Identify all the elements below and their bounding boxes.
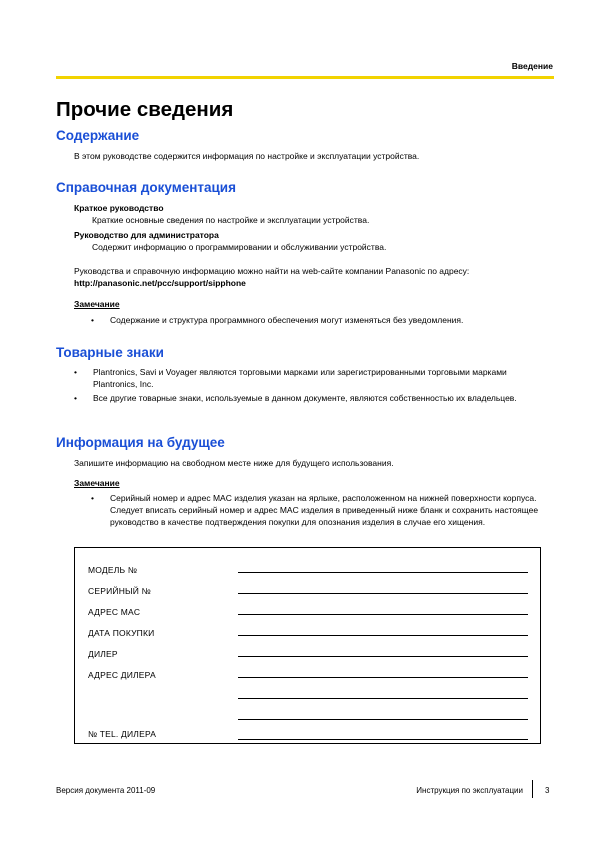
form-label-dealer-address: АДРЕС ДИЛЕРА bbox=[88, 670, 156, 680]
reference-heading: Справочная документация bbox=[56, 180, 236, 195]
form-line-mac[interactable] bbox=[238, 614, 528, 615]
bullet-icon: • bbox=[74, 367, 77, 377]
trademark-text: Все другие товарные знаки, используемые в данном документе, являются собственностью их владельцев. bbox=[93, 393, 517, 403]
form-line-dealer[interactable] bbox=[238, 656, 528, 657]
note-label: Замечание bbox=[74, 299, 120, 309]
form-label-dealer: ДИЛЕР bbox=[88, 649, 118, 659]
document-version: Версия документа 2011-09 bbox=[56, 786, 156, 795]
doc-desc-admin-guide: Содержит информацию о программировании и обслуживании устройства. bbox=[92, 242, 387, 252]
contents-heading: Содержание bbox=[56, 128, 140, 143]
list-item bbox=[74, 366, 544, 390]
trademark-text: Plantronics, Savi и Voyager являются торговыми марками или зарегистрированными торговыми марками Plantronics, Inc. bbox=[93, 367, 507, 389]
bullet-icon: • bbox=[74, 393, 77, 403]
website-url[interactable]: http://panasonic.net/pcc/support/sipphone bbox=[74, 278, 246, 288]
future-info-heading: Информация на будущее bbox=[56, 435, 225, 450]
form-label-model: МОДЕЛЬ № bbox=[88, 565, 138, 575]
form-label-dealer-tel: № TEL. ДИЛЕРА bbox=[88, 729, 157, 739]
form-line-dealer-tel[interactable] bbox=[238, 739, 528, 740]
trademarks-heading: Товарные знаки bbox=[56, 345, 164, 360]
page-title: Прочие сведения bbox=[56, 98, 234, 121]
section-label: Введение bbox=[511, 61, 553, 71]
form-label-purchase-date: ДАТА ПОКУПКИ bbox=[88, 628, 155, 638]
doc-title-quick-guide: Краткое руководство bbox=[74, 203, 164, 213]
list-item bbox=[74, 392, 544, 404]
header-divider bbox=[56, 76, 554, 79]
form-line-dealer-address-3[interactable] bbox=[238, 719, 528, 720]
form-label-mac: АДРЕС MAC bbox=[88, 607, 141, 617]
contents-text: В этом руководстве содержится информация по настройке и эксплуатации устройства. bbox=[74, 151, 420, 161]
future-info-text: Запишите информацию на свободном месте ниже для будущего использования. bbox=[74, 458, 394, 468]
record-form bbox=[74, 547, 541, 744]
list-item bbox=[91, 314, 541, 326]
note-label: Замечание bbox=[74, 478, 120, 488]
website-text: Руководства и справочную информацию можно найти на web-сайте компании Panasonic по адресу: bbox=[74, 266, 470, 276]
form-line-purchase-date[interactable] bbox=[238, 635, 528, 636]
note-text: Серийный номер и адрес MAC изделия указан на ярлыке, расположенном на нижней поверхности корпуса. Следует вписать серийный номер и адрес MAC изделия в приведенный ниже бланк и сохранить настоящее руководство в качестве подтверждения покупки для опознания изделия в случае его хищения. bbox=[110, 493, 539, 527]
form-line-serial[interactable] bbox=[238, 593, 528, 594]
footer-divider bbox=[532, 780, 533, 798]
page-number: 3 bbox=[545, 786, 550, 795]
form-line-dealer-address-1[interactable] bbox=[238, 677, 528, 678]
bullet-icon: • bbox=[91, 493, 94, 503]
doc-title-admin-guide: Руководство для администратора bbox=[74, 230, 219, 240]
document-title: Инструкция по эксплуатации bbox=[416, 786, 523, 795]
form-label-serial: СЕРИЙНЫЙ № bbox=[88, 586, 151, 596]
list-item bbox=[91, 492, 543, 528]
form-line-model[interactable] bbox=[238, 572, 528, 573]
doc-desc-quick-guide: Краткие основные сведения по настройке и эксплуатации устройства. bbox=[92, 215, 370, 225]
note-text: Содержание и структура программного обеспечения могут изменяться без уведомления. bbox=[110, 315, 464, 325]
bullet-icon: • bbox=[91, 315, 94, 325]
form-line-dealer-address-2[interactable] bbox=[238, 698, 528, 699]
